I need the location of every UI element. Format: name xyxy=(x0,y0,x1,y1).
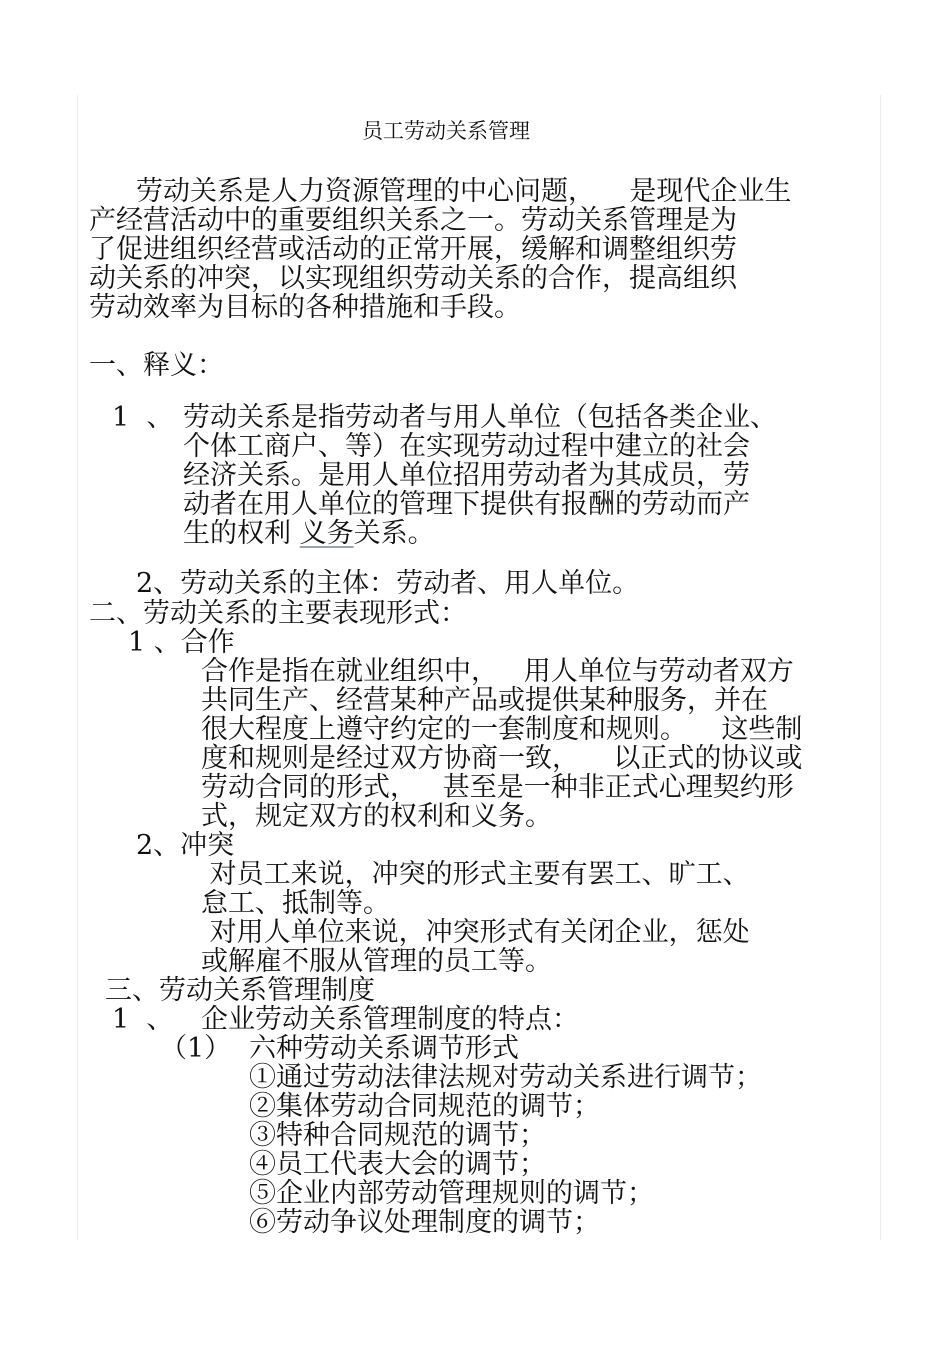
intro-line: 了促进组织经营或活动的正常开展，缓解和调整组织劳 xyxy=(89,234,737,265)
section-heading-definition: 一、释义： xyxy=(89,350,224,381)
cooperation-line: 劳动合同的形式， 甚至是一种非正式心理契约形 xyxy=(201,772,794,803)
subheading-cooperation: 1 、合作 xyxy=(128,627,235,658)
cooperation-line: 共同生产、经营某种产品或提供某种服务，并在 xyxy=(201,685,768,716)
subheading-conflict: 2、冲突 xyxy=(136,830,235,861)
definition-line: 经济关系。是用人单位招用劳动者为其成员，劳 xyxy=(183,460,750,491)
cooperation-line: 很大程度上遵守约定的一套制度和规则。 这些制 xyxy=(201,714,803,745)
adjustment-form-item: ⑥劳动争议处理制度的调节； xyxy=(249,1207,600,1238)
point-number: （1） xyxy=(160,1033,232,1064)
item-number: 1 、 xyxy=(112,1004,174,1035)
intro-line: 劳动关系是人力资源管理的中心问题， 是现代企业生 xyxy=(136,176,792,207)
cooperation-line: 式，规定双方的权利和义务。 xyxy=(201,801,552,832)
adjustment-form-item: ③特种合同规范的调节； xyxy=(249,1120,546,1151)
underlined-text: 义务 xyxy=(299,518,354,549)
subjects-line: 2、劳动关系的主体：劳动者、用人单位。 xyxy=(136,568,640,599)
intro-line: 动关系的冲突，以实现组织劳动关系的合作，提高组织 xyxy=(89,263,737,294)
definition-line: 劳动关系是指劳动者与用人单位（包括各类企业、 xyxy=(183,402,777,433)
section-heading-forms: 二、劳动关系的主要表现形式： xyxy=(89,598,467,629)
definition-line: 个体工商户、等）在实现劳动过程中建立的社会 xyxy=(183,431,750,462)
intro-line: 劳动效率为目标的各种措施和手段。 xyxy=(89,292,521,323)
definition-text: 生的权利 xyxy=(183,518,300,549)
definition-line-last xyxy=(183,520,435,547)
section-heading-system: 三、劳动关系管理制度 xyxy=(105,975,375,1006)
cooperation-line: 合作是指在就业组织中， 用人单位与劳动者双方 xyxy=(201,656,794,687)
conflict-line: 对用人单位来说，冲突形式有关闭企业，惩处 xyxy=(201,917,750,948)
adjustment-form-item: ⑤企业内部劳动管理规则的调节； xyxy=(249,1178,654,1209)
intro-line: 产经营活动中的重要组织关系之一。劳动关系管理是为 xyxy=(89,205,737,236)
conflict-line: 对员工来说，冲突的形式主要有罢工、旷工、 xyxy=(201,859,750,890)
definition-text: 关系。 xyxy=(353,518,435,549)
item-number: 1 、 xyxy=(112,402,174,433)
adjustment-form-item: ①通过劳动法律法规对劳动关系进行调节； xyxy=(249,1062,762,1093)
definition-line: 动者在用人单位的管理下提供有报酬的劳动而产 xyxy=(183,489,750,520)
adjustment-form-item: ②集体劳动合同规范的调节； xyxy=(249,1091,600,1122)
system-features-heading: 企业劳动关系管理制度的特点： xyxy=(201,1004,579,1035)
adjustment-form-item: ④员工代表大会的调节； xyxy=(249,1149,546,1180)
cooperation-line: 度和规则是经过双方协商一致， 以正式的协议或 xyxy=(201,743,803,774)
document-title: 员工劳动关系管理 xyxy=(362,119,530,143)
conflict-line: 怠工、抵制等。 xyxy=(201,888,390,919)
point-heading: 六种劳动关系调节形式 xyxy=(249,1033,519,1064)
conflict-line: 或解雇不服从管理的员工等。 xyxy=(201,946,552,977)
